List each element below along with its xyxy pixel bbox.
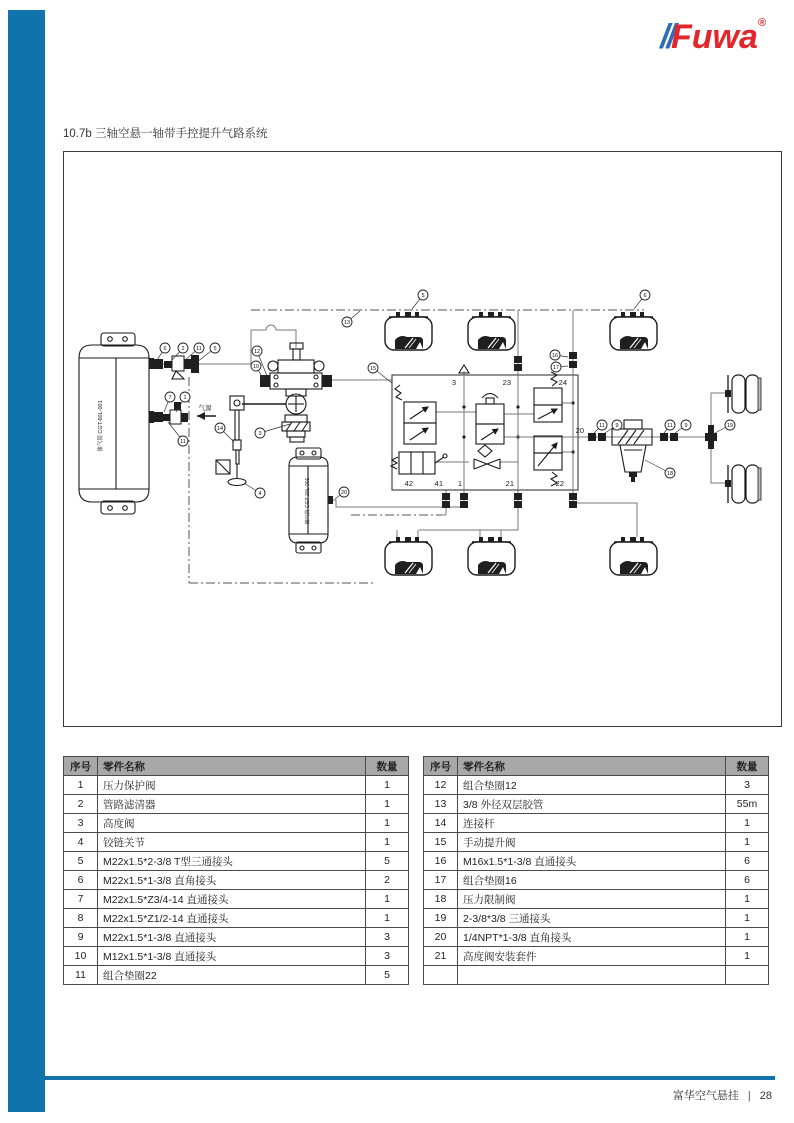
tee-fitting: [705, 425, 717, 449]
part-name: 高度阀安装套件: [458, 947, 726, 966]
part-name: 组合垫圈12: [458, 776, 726, 795]
svg-text:7: 7: [168, 395, 172, 401]
svg-text:12: 12: [253, 349, 261, 355]
column-header: 数量: [366, 757, 409, 776]
callout-13: [342, 311, 360, 327]
parts-table-row: [424, 776, 769, 795]
callout-10: [251, 361, 265, 382]
diagram-label: 23: [502, 378, 511, 387]
part-index: 19: [424, 909, 458, 928]
part-index: 10: [64, 947, 98, 966]
registered-mark: ®: [757, 17, 766, 29]
part-name: 组合垫圈16: [458, 871, 726, 890]
part-index: 9: [64, 928, 98, 947]
part-name: M22x1.5*2-3/8 T型三通接头: [98, 852, 366, 871]
callout-11: [664, 420, 675, 433]
footer: [673, 1087, 772, 1103]
svg-text:4: 4: [258, 491, 262, 497]
callout-19: [715, 420, 735, 433]
parts-table-row: [64, 852, 409, 871]
svg-text:1: 1: [183, 395, 187, 401]
part-name: M22x1.5*1-3/8 直角接头: [98, 871, 366, 890]
air-spring-bottom-1: [385, 537, 432, 575]
svg-text:11: 11: [196, 346, 202, 352]
svg-text:11: 11: [667, 423, 673, 429]
parts-table-row: [64, 871, 409, 890]
parts-table-row: [64, 795, 409, 814]
svg-text:2: 2: [181, 346, 185, 352]
parts-table-row: [424, 966, 769, 985]
parts-table-right: [423, 756, 769, 985]
parts-table-row: [64, 833, 409, 852]
part-qty: 1: [726, 909, 769, 928]
callout-11: [594, 420, 607, 433]
svg-text:13: 13: [343, 320, 351, 326]
parts-table-row: [64, 909, 409, 928]
svg-text:15: 15: [369, 366, 377, 372]
part-index: 8: [64, 909, 98, 928]
part-qty: 1: [366, 776, 409, 795]
part-qty: 1: [366, 909, 409, 928]
diagram-label: 1: [457, 479, 462, 488]
svg-text:3: 3: [258, 431, 262, 437]
parts-table-row: [64, 947, 409, 966]
callout-9: [675, 420, 691, 433]
diagram-label: 20: [575, 426, 584, 435]
column-header: 零件名称: [458, 757, 726, 776]
diagram-label: 22: [555, 479, 564, 488]
part-name: M22x1.5*Z3/4-14 直通接头: [98, 890, 366, 909]
air-spring-bottom-2: [468, 537, 515, 575]
schematic-frame: [63, 151, 782, 727]
part-qty: 1: [366, 814, 409, 833]
pneumatic-schematic: [64, 152, 781, 726]
part-index: 17: [424, 871, 458, 890]
part-name: M22x1.5*Z1/2-14 直通接头: [98, 909, 366, 928]
part-name: 手动提升阀: [458, 833, 726, 852]
callout-14: [215, 423, 234, 442]
parts-table-row: [64, 966, 409, 985]
parts-table-row: [424, 909, 769, 928]
parts-table-row: [64, 814, 409, 833]
part-index: [424, 966, 458, 985]
part-qty: 6: [726, 871, 769, 890]
diagram-label: 21: [505, 479, 514, 488]
part-index: 4: [64, 833, 98, 852]
section-title: 10.7b 三轴空悬一轴带手控提升气路系统: [63, 128, 268, 140]
main-air-tank: [79, 333, 154, 514]
callout-7: [164, 392, 175, 412]
callout-4: [244, 483, 265, 498]
part-qty: 1: [726, 928, 769, 947]
part-index: 11: [64, 966, 98, 985]
height-valve: [260, 343, 332, 442]
part-qty: 5: [366, 966, 409, 985]
part-name: 压力保护阀: [98, 776, 366, 795]
part-index: 16: [424, 852, 458, 871]
callout-16: [550, 350, 568, 360]
part-qty: 55m: [726, 795, 769, 814]
part-name: 高度阀: [98, 814, 366, 833]
part-qty: 3: [726, 776, 769, 795]
logo-slashes-icon: //: [660, 18, 673, 56]
callout-9: [605, 420, 622, 433]
part-qty: 1: [366, 795, 409, 814]
diagram-label: 42: [404, 479, 413, 488]
part-index: 5: [64, 852, 98, 871]
parts-table-row: [424, 871, 769, 890]
svg-text:16: 16: [551, 353, 559, 359]
part-index: 1: [64, 776, 98, 795]
diagram-label: 3: [451, 378, 456, 387]
air-spring-top-1: [385, 312, 432, 350]
part-index: 15: [424, 833, 458, 852]
callout-6: [634, 290, 650, 309]
twin-bellows-bottom: [725, 465, 761, 503]
part-index: 6: [64, 871, 98, 890]
part-index: 12: [424, 776, 458, 795]
part-index: 21: [424, 947, 458, 966]
footer-brand: 富华空气悬挂: [672, 1090, 739, 1102]
part-qty: 5: [366, 852, 409, 871]
part-name: [458, 966, 726, 985]
callout-17: [551, 362, 568, 372]
part-name: M22x1.5*1-3/8 直通接头: [98, 928, 366, 947]
callout-6: [157, 343, 170, 360]
column-header: 数量: [726, 757, 769, 776]
svg-text:19: 19: [726, 423, 734, 429]
logo-wordmark: Fuwa: [670, 18, 758, 56]
part-name: M12x1.5*1-3/8 直通接头: [98, 947, 366, 966]
parts-table-row: [64, 776, 409, 795]
callout-18: [645, 460, 675, 478]
lift-air-tank: [289, 448, 333, 553]
part-qty: 1: [726, 833, 769, 852]
twin-bellows-top: [725, 375, 761, 413]
part-qty: 1: [726, 814, 769, 833]
column-header: 序号: [424, 757, 458, 776]
tank-top-fittings: [154, 355, 199, 379]
part-name: 2-3/8*3/8 三通接头: [458, 909, 726, 928]
part-name: 1/4NPT*1-3/8 直角接头: [458, 928, 726, 947]
svg-text:11: 11: [180, 439, 186, 445]
part-index: 13: [424, 795, 458, 814]
svg-text:6: 6: [643, 293, 647, 299]
part-qty: 2: [366, 871, 409, 890]
hinge-joint: [216, 460, 246, 486]
part-name: 铰链关节: [98, 833, 366, 852]
footer-page-number: 28: [759, 1090, 772, 1102]
diagram-label: 储气筒 CGT-60L-001: [98, 400, 104, 452]
tank-lower-fittings: [154, 402, 188, 424]
svg-text:5: 5: [213, 346, 217, 352]
callout-20: [335, 487, 349, 499]
part-qty: 6: [726, 852, 769, 871]
part-index: 18: [424, 890, 458, 909]
svg-text:9: 9: [615, 423, 619, 429]
parts-table-row: [424, 890, 769, 909]
part-index: 7: [64, 890, 98, 909]
parts-table-row: [424, 947, 769, 966]
parts-table-row: [424, 814, 769, 833]
fuwa-logo: [660, 17, 766, 56]
part-qty: 1: [726, 947, 769, 966]
footer-accent-line: [45, 1076, 775, 1080]
svg-text:17: 17: [552, 365, 560, 371]
callout-11: [168, 422, 188, 446]
left-accent-bar: [8, 10, 45, 1112]
diagram-label: 24: [558, 378, 567, 387]
svg-text:14: 14: [216, 426, 224, 432]
part-index: 3: [64, 814, 98, 833]
parts-table-row: [424, 833, 769, 852]
lift-valve-block: [391, 352, 578, 508]
part-index: 14: [424, 814, 458, 833]
svg-text:5: 5: [421, 293, 425, 299]
callout-5: [412, 290, 428, 309]
svg-text:11: 11: [599, 423, 605, 429]
parts-table-row: [424, 928, 769, 947]
column-header: 零件名称: [98, 757, 366, 776]
part-name: 压力限制阀: [458, 890, 726, 909]
parts-table-row: [424, 795, 769, 814]
air-spring-top-3: [610, 312, 657, 350]
footer-separator: |: [747, 1090, 751, 1102]
part-qty: 3: [366, 928, 409, 947]
parts-table-row: [424, 852, 769, 871]
part-qty: 3: [366, 947, 409, 966]
air-spring-top-2: [468, 312, 515, 350]
part-index: 2: [64, 795, 98, 814]
parts-table-row: [64, 928, 409, 947]
part-name: 连接杆: [458, 814, 726, 833]
svg-text:6: 6: [163, 346, 167, 352]
column-header: 序号: [64, 757, 98, 776]
svg-text:20: 20: [340, 490, 348, 496]
parts-table-left: [63, 756, 409, 985]
part-name: 组合垫圈22: [98, 966, 366, 985]
svg-text:9: 9: [684, 423, 688, 429]
parts-table-row: [64, 890, 409, 909]
svg-text:10: 10: [252, 364, 260, 370]
part-qty: 1: [366, 833, 409, 852]
part-qty: [726, 966, 769, 985]
part-qty: 1: [366, 890, 409, 909]
part-qty: 1: [726, 890, 769, 909]
part-name: 3/8 外径双层胶管: [458, 795, 726, 814]
diagram-label: 气源: [198, 405, 212, 412]
diagram-label: 41: [434, 479, 443, 488]
part-name: 管路滤清器: [98, 795, 366, 814]
svg-text:18: 18: [666, 471, 674, 477]
part-index: 20: [424, 928, 458, 947]
part-name: M16x1.5*1-3/8 直通接头: [458, 852, 726, 871]
diagram-label: 储气筒 CGT-20L-001: [305, 477, 311, 525]
air-source-arrow: [197, 412, 216, 420]
air-spring-bottom-3: [610, 537, 657, 575]
